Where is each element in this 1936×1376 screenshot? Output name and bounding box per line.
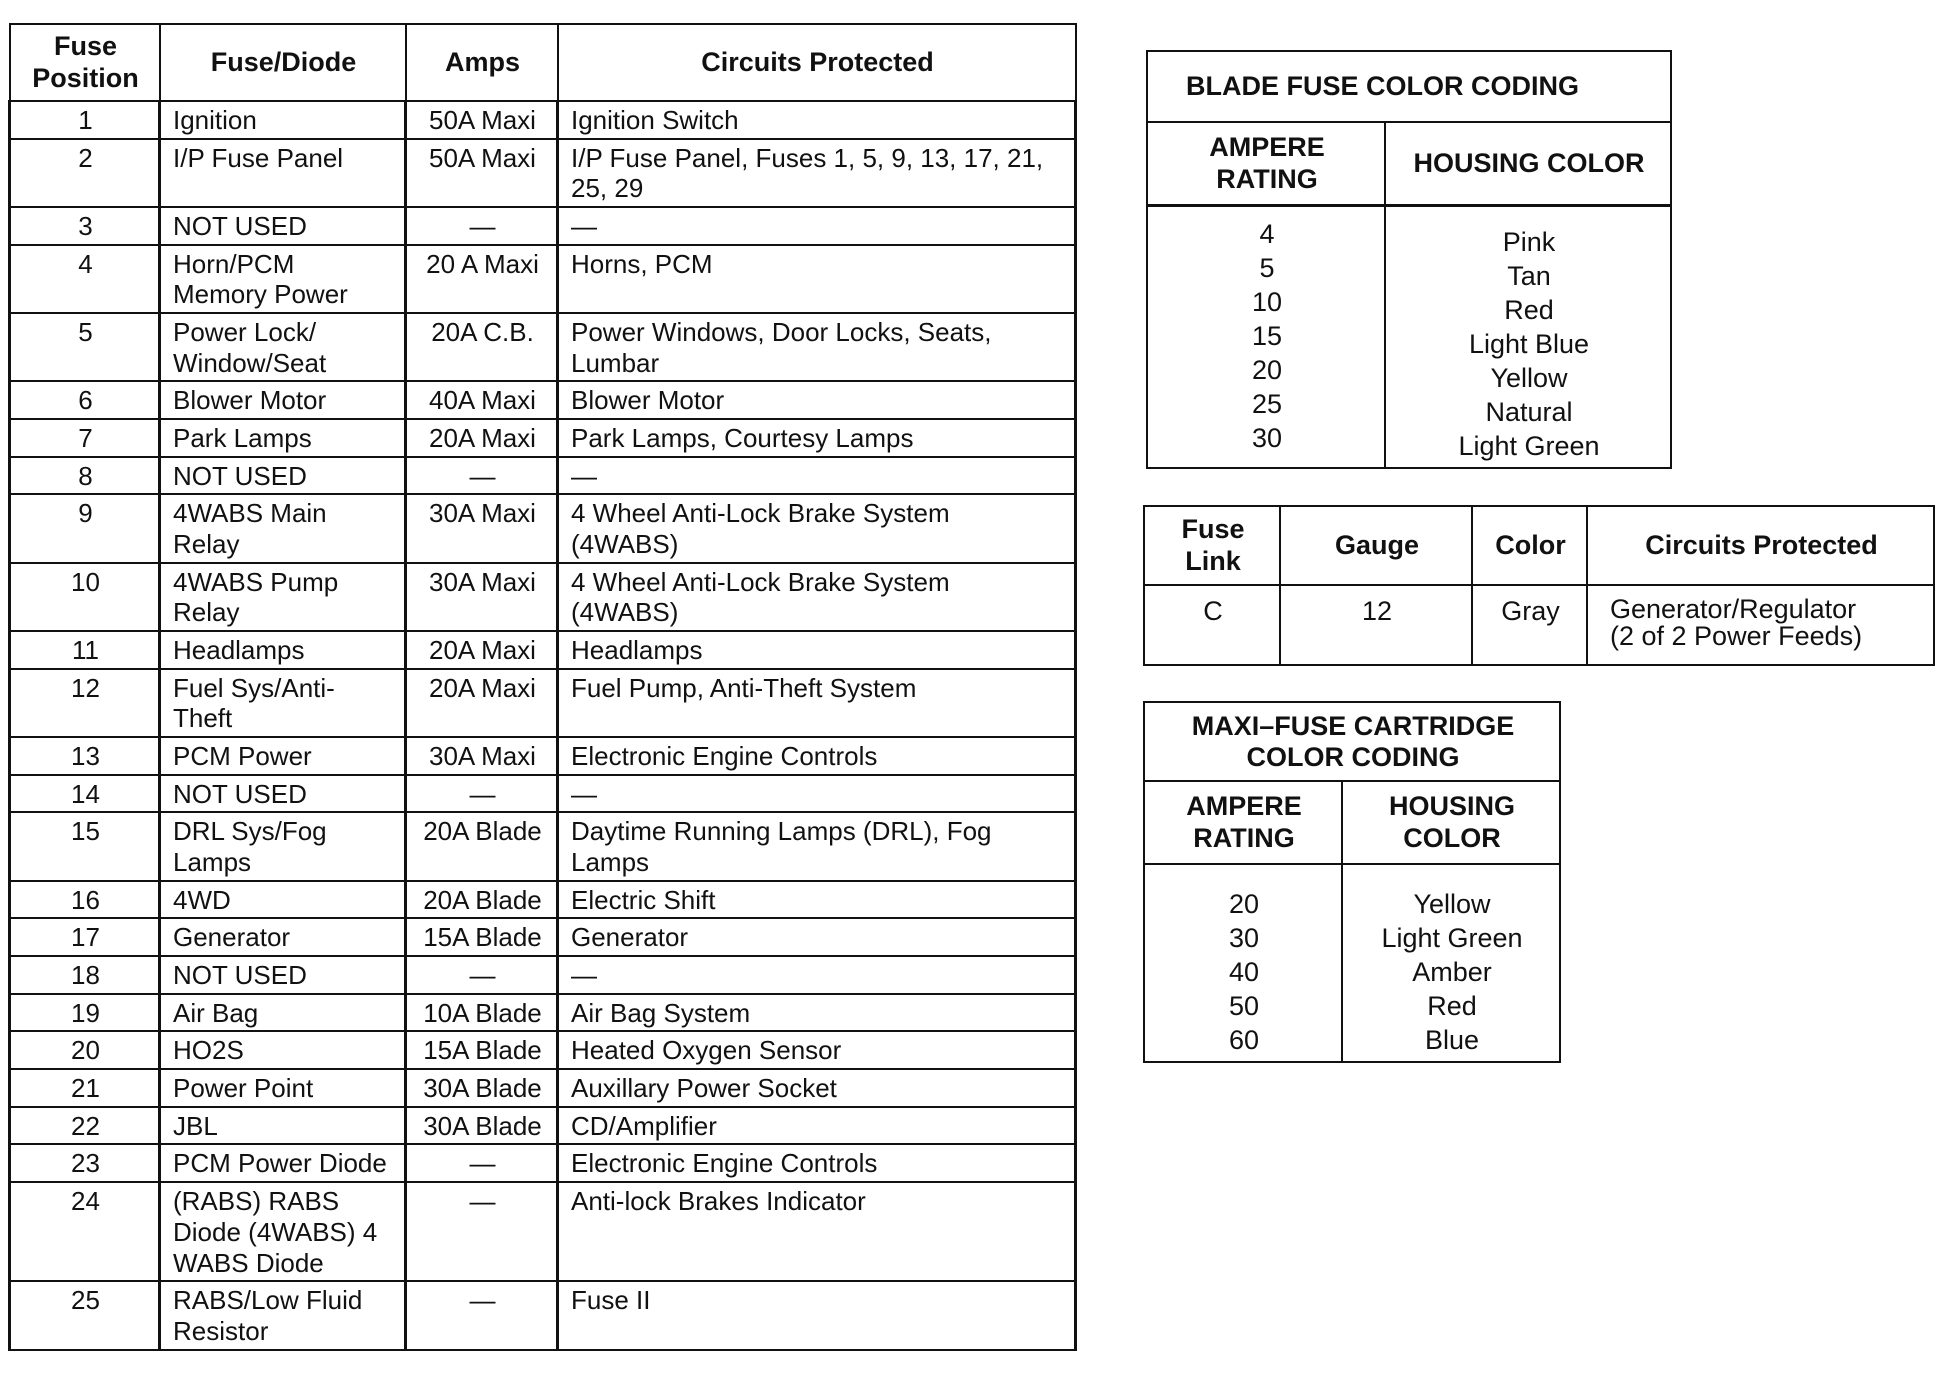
blade-ampere-value: 4 bbox=[1259, 219, 1275, 249]
link-cell-circuits bbox=[1587, 585, 1934, 665]
fuse-table bbox=[8, 23, 1077, 1351]
link-cell-link: C bbox=[1144, 585, 1280, 665]
cell-amps: — bbox=[406, 457, 558, 495]
cell-amps: 20A Blade bbox=[406, 812, 558, 880]
maxi-fuse-color-table bbox=[1143, 701, 1561, 1063]
blade-color-value: Red bbox=[1504, 295, 1554, 326]
header-amps: Amps bbox=[406, 24, 558, 101]
cell-fuse-position: 20 bbox=[10, 1031, 160, 1069]
cell-fuse-diode: Power Lock/ Window/Seat bbox=[160, 313, 406, 381]
table-row bbox=[10, 245, 1076, 313]
maxi-title-line-1: MAXI–FUSE CARTRIDGE bbox=[1191, 710, 1515, 741]
link-circuits-line-1: Generator/Regulator bbox=[1610, 594, 1857, 624]
blade-ampere-value: 15 bbox=[1251, 321, 1283, 352]
cell-fuse-diode: PCM Power bbox=[160, 737, 406, 775]
header-fuse-diode: Fuse/Diode bbox=[160, 24, 406, 101]
cell-fuse-position: 11 bbox=[10, 631, 160, 669]
fuse-link-table bbox=[1143, 505, 1935, 666]
table-row bbox=[10, 956, 1076, 994]
cell-fuse-diode: Park Lamps bbox=[160, 419, 406, 457]
cell-circuits-protected: Horns, PCM bbox=[558, 245, 1076, 313]
blade-ampere-value: 30 bbox=[1251, 423, 1283, 454]
cell-fuse-position: 3 bbox=[10, 207, 160, 245]
cell-fuse-diode: NOT USED bbox=[160, 457, 406, 495]
cell-amps: 30A Blade bbox=[406, 1069, 558, 1107]
maxi-color-value: Yellow bbox=[1413, 889, 1491, 919]
link-header-color: Color bbox=[1472, 506, 1587, 585]
table-row bbox=[10, 101, 1076, 139]
cell-fuse-diode: Air Bag bbox=[160, 994, 406, 1032]
maxi-color-value: Blue bbox=[1424, 1025, 1480, 1056]
cell-fuse-diode: NOT USED bbox=[160, 207, 406, 245]
fuse-table-body bbox=[10, 101, 1076, 1350]
link-header-circuits-protected: Circuits Protected bbox=[1587, 506, 1934, 585]
cell-amps: 15A Blade bbox=[406, 918, 558, 956]
cell-fuse-position: 24 bbox=[10, 1182, 160, 1281]
cell-circuits-protected: Daytime Running Lamps (DRL), Fog Lamps bbox=[558, 812, 1076, 880]
cell-circuits-protected: Auxillary Power Socket bbox=[558, 1069, 1076, 1107]
cell-fuse-position: 13 bbox=[10, 737, 160, 775]
maxi-header-ampere-rating: AMPERE RATING bbox=[1144, 781, 1342, 864]
table-row bbox=[10, 1144, 1076, 1182]
cell-fuse-diode: Headlamps bbox=[160, 631, 406, 669]
table-row bbox=[10, 457, 1076, 495]
cell-circuits-protected: Heated Oxygen Sensor bbox=[558, 1031, 1076, 1069]
cell-amps: — bbox=[406, 1281, 558, 1349]
maxi-ampere-value: 40 bbox=[1228, 957, 1260, 988]
table-row bbox=[10, 1069, 1076, 1107]
maxi-color-list bbox=[1342, 864, 1560, 1062]
cell-fuse-position: 16 bbox=[10, 881, 160, 919]
cell-circuits-protected: Generator bbox=[558, 918, 1076, 956]
link-cell-color: Gray bbox=[1472, 585, 1587, 665]
cell-circuits-protected: 4 Wheel Anti-Lock Brake System (4WABS) bbox=[558, 563, 1076, 631]
cell-amps: 30A Maxi bbox=[406, 563, 558, 631]
cell-fuse-diode: PCM Power Diode bbox=[160, 1144, 406, 1182]
maxi-color-value: Light Green bbox=[1381, 923, 1523, 954]
cell-circuits-protected: Air Bag System bbox=[558, 994, 1076, 1032]
cell-fuse-diode: Ignition bbox=[160, 101, 406, 139]
cell-fuse-position: 2 bbox=[10, 139, 160, 207]
cell-amps: — bbox=[406, 775, 558, 813]
cell-circuits-protected: Electronic Engine Controls bbox=[558, 737, 1076, 775]
cell-amps: — bbox=[406, 207, 558, 245]
cell-fuse-position: 4 bbox=[10, 245, 160, 313]
table-row bbox=[10, 775, 1076, 813]
cell-fuse-position: 9 bbox=[10, 494, 160, 562]
maxi-color-value: Amber bbox=[1412, 957, 1492, 988]
header-fuse-position: Fuse Position bbox=[10, 24, 160, 101]
table-row bbox=[10, 1281, 1076, 1349]
blade-color-value: Pink bbox=[1502, 227, 1556, 257]
maxi-ampere-value: 60 bbox=[1228, 1025, 1260, 1056]
cell-fuse-position: 21 bbox=[10, 1069, 160, 1107]
cell-circuits-protected: Blower Motor bbox=[558, 381, 1076, 419]
cell-fuse-position: 19 bbox=[10, 994, 160, 1032]
cell-fuse-diode: JBL bbox=[160, 1107, 406, 1145]
cell-fuse-diode: 4WABS Main Relay bbox=[160, 494, 406, 562]
table-row bbox=[10, 1031, 1076, 1069]
cell-amps: 50A Maxi bbox=[406, 139, 558, 207]
cell-circuits-protected: Fuel Pump, Anti-Theft System bbox=[558, 669, 1076, 737]
cell-amps: 20A C.B. bbox=[406, 313, 558, 381]
cell-amps: — bbox=[406, 1182, 558, 1281]
cell-fuse-diode: Fuel Sys/Anti-Theft bbox=[160, 669, 406, 737]
cell-fuse-diode: HO2S bbox=[160, 1031, 406, 1069]
blade-color-value: Light Blue bbox=[1468, 329, 1590, 360]
table-row bbox=[10, 918, 1076, 956]
cell-amps: — bbox=[406, 1144, 558, 1182]
blade-ampere-list bbox=[1147, 206, 1385, 469]
blade-color-value: Yellow bbox=[1490, 363, 1568, 394]
cell-circuits-protected: — bbox=[558, 956, 1076, 994]
link-cell-gauge: 12 bbox=[1280, 585, 1472, 665]
cell-fuse-diode: Horn/PCM Memory Power bbox=[160, 245, 406, 313]
blade-table-title: BLADE FUSE COLOR CODING bbox=[1147, 51, 1671, 122]
table-row bbox=[10, 737, 1076, 775]
cell-circuits-protected: Headlamps bbox=[558, 631, 1076, 669]
cell-circuits-protected: — bbox=[558, 457, 1076, 495]
cell-amps: — bbox=[406, 956, 558, 994]
maxi-table-title bbox=[1144, 702, 1560, 781]
cell-circuits-protected: 4 Wheel Anti-Lock Brake System (4WABS) bbox=[558, 494, 1076, 562]
cell-fuse-diode: 4WD bbox=[160, 881, 406, 919]
maxi-title-line-2: COLOR CODING bbox=[1246, 742, 1460, 772]
cell-fuse-diode: I/P Fuse Panel bbox=[160, 139, 406, 207]
cell-fuse-diode: (RABS) RABS Diode (4WABS) 4 WABS Diode bbox=[160, 1182, 406, 1281]
cell-circuits-protected: CD/Amplifier bbox=[558, 1107, 1076, 1145]
table-row bbox=[10, 812, 1076, 880]
blade-header-housing-color: HOUSING COLOR bbox=[1385, 122, 1671, 206]
blade-fuse-color-table bbox=[1146, 50, 1672, 469]
fuse-link-row bbox=[1144, 585, 1934, 665]
table-row bbox=[10, 139, 1076, 207]
cell-fuse-diode: DRL Sys/Fog Lamps bbox=[160, 812, 406, 880]
table-row bbox=[10, 419, 1076, 457]
cell-fuse-position: 14 bbox=[10, 775, 160, 813]
table-row bbox=[10, 207, 1076, 245]
cell-fuse-position: 8 bbox=[10, 457, 160, 495]
table-row bbox=[10, 1182, 1076, 1281]
blade-ampere-value: 20 bbox=[1251, 355, 1283, 386]
cell-circuits-protected: — bbox=[558, 207, 1076, 245]
cell-circuits-protected: — bbox=[558, 775, 1076, 813]
header-circuits-protected: Circuits Protected bbox=[558, 24, 1076, 101]
maxi-ampere-list bbox=[1144, 864, 1342, 1062]
link-circuits-line-2: (2 of 2 Power Feeds) bbox=[1610, 621, 1863, 651]
blade-ampere-value: 10 bbox=[1251, 287, 1283, 318]
cell-fuse-position: 10 bbox=[10, 563, 160, 631]
link-header-gauge: Gauge bbox=[1280, 506, 1472, 585]
cell-amps: 20A Maxi bbox=[406, 419, 558, 457]
cell-circuits-protected: Park Lamps, Courtesy Lamps bbox=[558, 419, 1076, 457]
blade-color-value: Natural bbox=[1485, 397, 1573, 428]
table-row bbox=[10, 994, 1076, 1032]
table-row bbox=[10, 881, 1076, 919]
maxi-ampere-value: 50 bbox=[1228, 991, 1260, 1022]
cell-fuse-diode: RABS/Low Fluid Resistor bbox=[160, 1281, 406, 1349]
cell-amps: 30A Maxi bbox=[406, 737, 558, 775]
link-header-fuse-link: Fuse Link bbox=[1144, 506, 1280, 585]
table-row bbox=[10, 381, 1076, 419]
cell-fuse-diode: NOT USED bbox=[160, 775, 406, 813]
cell-fuse-position: 7 bbox=[10, 419, 160, 457]
cell-amps: 30A Blade bbox=[406, 1107, 558, 1145]
cell-amps: 50A Maxi bbox=[406, 101, 558, 139]
table-row bbox=[10, 1107, 1076, 1145]
cell-circuits-protected: Electronic Engine Controls bbox=[558, 1144, 1076, 1182]
maxi-ampere-value: 30 bbox=[1228, 923, 1260, 954]
cell-fuse-position: 25 bbox=[10, 1281, 160, 1349]
cell-amps: 10A Blade bbox=[406, 994, 558, 1032]
cell-fuse-diode: NOT USED bbox=[160, 956, 406, 994]
cell-amps: 40A Maxi bbox=[406, 381, 558, 419]
blade-color-list bbox=[1385, 206, 1671, 469]
cell-amps: 15A Blade bbox=[406, 1031, 558, 1069]
blade-color-value: Light Green bbox=[1458, 431, 1600, 462]
cell-circuits-protected: Power Windows, Door Locks, Seats, Lumbar bbox=[558, 313, 1076, 381]
cell-fuse-position: 23 bbox=[10, 1144, 160, 1182]
cell-fuse-position: 17 bbox=[10, 918, 160, 956]
maxi-color-value: Red bbox=[1427, 991, 1477, 1022]
cell-fuse-diode: Generator bbox=[160, 918, 406, 956]
maxi-header-housing-color: HOUSING COLOR bbox=[1342, 781, 1560, 864]
cell-circuits-protected: Fuse II bbox=[558, 1281, 1076, 1349]
cell-circuits-protected: Ignition Switch bbox=[558, 101, 1076, 139]
table-row bbox=[10, 669, 1076, 737]
cell-fuse-position: 5 bbox=[10, 313, 160, 381]
cell-circuits-protected: I/P Fuse Panel, Fuses 1, 5, 9, 13, 17, 21, 25, 29 bbox=[558, 139, 1076, 207]
table-row bbox=[10, 631, 1076, 669]
blade-color-value: Tan bbox=[1507, 261, 1551, 292]
cell-amps: 20A Maxi bbox=[406, 631, 558, 669]
cell-circuits-protected: Electric Shift bbox=[558, 881, 1076, 919]
cell-fuse-position: 18 bbox=[10, 956, 160, 994]
cell-fuse-position: 22 bbox=[10, 1107, 160, 1145]
cell-amps: 20A Maxi bbox=[406, 669, 558, 737]
cell-amps: 20 A Maxi bbox=[406, 245, 558, 313]
cell-fuse-diode: 4WABS Pump Relay bbox=[160, 563, 406, 631]
cell-fuse-position: 6 bbox=[10, 381, 160, 419]
cell-fuse-diode: Blower Motor bbox=[160, 381, 406, 419]
blade-ampere-value: 5 bbox=[1259, 253, 1275, 284]
table-row bbox=[10, 313, 1076, 381]
fuse-table-header bbox=[10, 24, 1076, 101]
cell-fuse-diode: Power Point bbox=[160, 1069, 406, 1107]
cell-fuse-position: 12 bbox=[10, 669, 160, 737]
table-row bbox=[10, 563, 1076, 631]
cell-fuse-position: 1 bbox=[10, 101, 160, 139]
cell-circuits-protected: Anti-lock Brakes Indicator bbox=[558, 1182, 1076, 1281]
blade-ampere-value: 25 bbox=[1251, 389, 1283, 420]
table-row bbox=[10, 494, 1076, 562]
blade-header-ampere-rating: AMPERE RATING bbox=[1147, 122, 1385, 206]
cell-fuse-position: 15 bbox=[10, 812, 160, 880]
cell-amps: 20A Blade bbox=[406, 881, 558, 919]
maxi-ampere-value: 20 bbox=[1228, 889, 1260, 919]
cell-amps: 30A Maxi bbox=[406, 494, 558, 562]
